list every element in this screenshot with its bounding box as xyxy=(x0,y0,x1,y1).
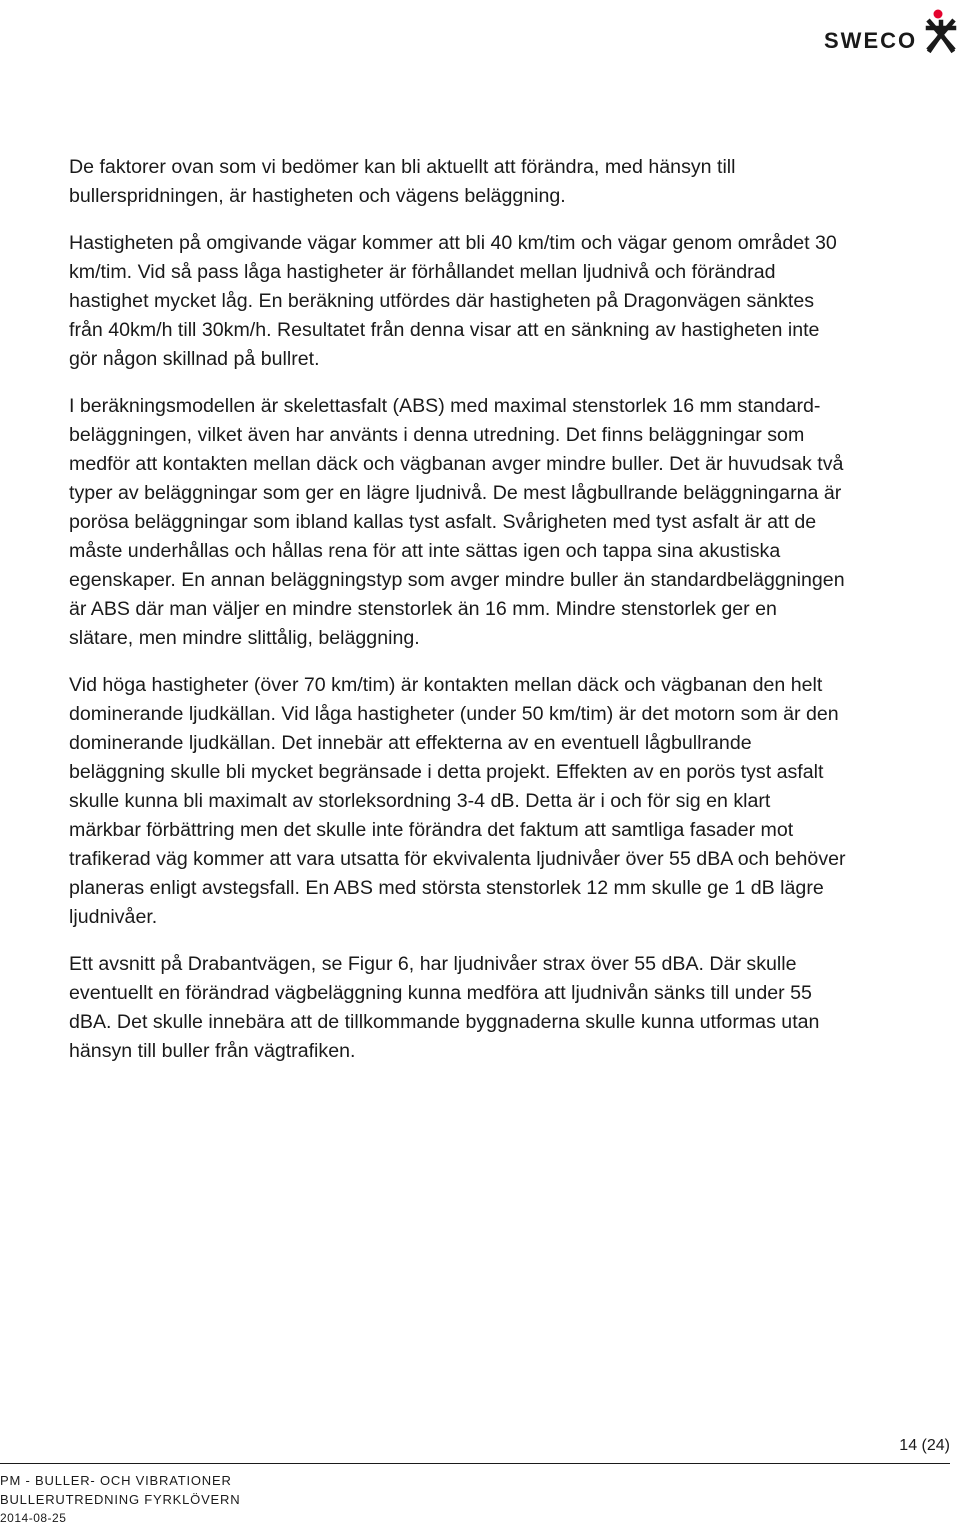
footer-divider xyxy=(0,1463,950,1464)
page-number: 14 (24) xyxy=(899,1437,950,1454)
sweco-figure-icon xyxy=(924,8,958,54)
paragraph-factors: De faktorer ovan som vi bedömer kan bli aktuellt att förändra, med hänsyn till bullerspridningen, är hastigheten och vägens beläggning. xyxy=(69,156,736,207)
paragraph-pavement: I beräkningsmodellen är skelettasfalt (ABS) med maximal stenstorlek 16 mm standard- beläggningen, vilket även har använts i denna utredning. Det finns beläggningar som medför att kontakten mellan däck och vägbanan avger mindre buller. Det är huvudsak två typer av beläggningar som ger en lägre ljudnivå. De mest lågbullrande beläggningarna är porösa beläggningar som ibland kallas tyst asfalt. Svårigheten med tyst asfalt är att de måste underhållas och hållas rena för att inte sättas igen och tappa sina akustiska egenskaper. En annan beläggningstyp som avger mindre buller än standardbeläggningen är ABS där man väljer en mindre stenstorlek än 16 mm. Mindre stenstorlek ger en slätare, men mindre slittålig, beläggning. xyxy=(69,395,845,649)
footer-document-title: BULLERUTREDNING FYRKLÖVERN xyxy=(0,1492,241,1507)
sweco-logo xyxy=(820,6,960,56)
footer xyxy=(0,1471,240,1528)
paragraph-speed: Hastigheten på omgivande vägar kommer att bli 40 km/tim och vägar genom området 30 km/tim. Vid så pass låga hastigheter är förhållandet mellan ljudnivå och förändrad hastighet mycket låg. En beräkning utfördes där hastigheten på Dragonvägen sänktes från 40km/h till 30km/h. Resultatet från denna visar att en sänkning av hastigheten inte gör någon skillnad på bullret. xyxy=(69,232,837,370)
footer-date: 2014-08-25 xyxy=(0,1511,67,1525)
logo-wordmark: SWECO xyxy=(824,28,918,53)
paragraph-drabantvagen: Ett avsnitt på Drabantvägen, se Figur 6, har ljudnivåer strax över 55 dBA. Där skulle eventuellt en förändrad vägbeläggning kunna medföra att ljudnivån sänks till under 55 dBA. Det skulle innebära att de tillkommande byggnaderna skulle kunna utformas utan hänsyn till buller från vägtrafiken. xyxy=(69,953,820,1062)
footer-document-type: PM - BULLER- OCH VIBRATIONER xyxy=(0,1473,232,1488)
paragraph-high-speeds: Vid höga hastigheter (över 70 km/tim) är kontakten mellan däck och vägbanan den helt dominerande ljudkällan. Vid låga hastigheter (under 50 km/tim) är det motorn som är den dominerande ljudkällan. Det innebär att effekterna av en eventuell lågbullrande beläggning skulle bli mycket begränsade i detta projekt. Effekten av en porös tyst asfalt skulle kunna bli maximalt av storleksordning 3-4 dB. Detta är i och för sig en klart märkbar förbättring men det skulle inte förändra det faktum att samtliga fasader mot trafikerad väg kommer att vara utsatta för ekvivalenta ljudnivåer över 55 dBA och behöver planeras enligt avstegsfall. En ABS med största stenstorlek 12 mm skulle ge 1 dB lägre ljudnivåer. xyxy=(69,674,846,928)
document-body xyxy=(69,153,959,1084)
